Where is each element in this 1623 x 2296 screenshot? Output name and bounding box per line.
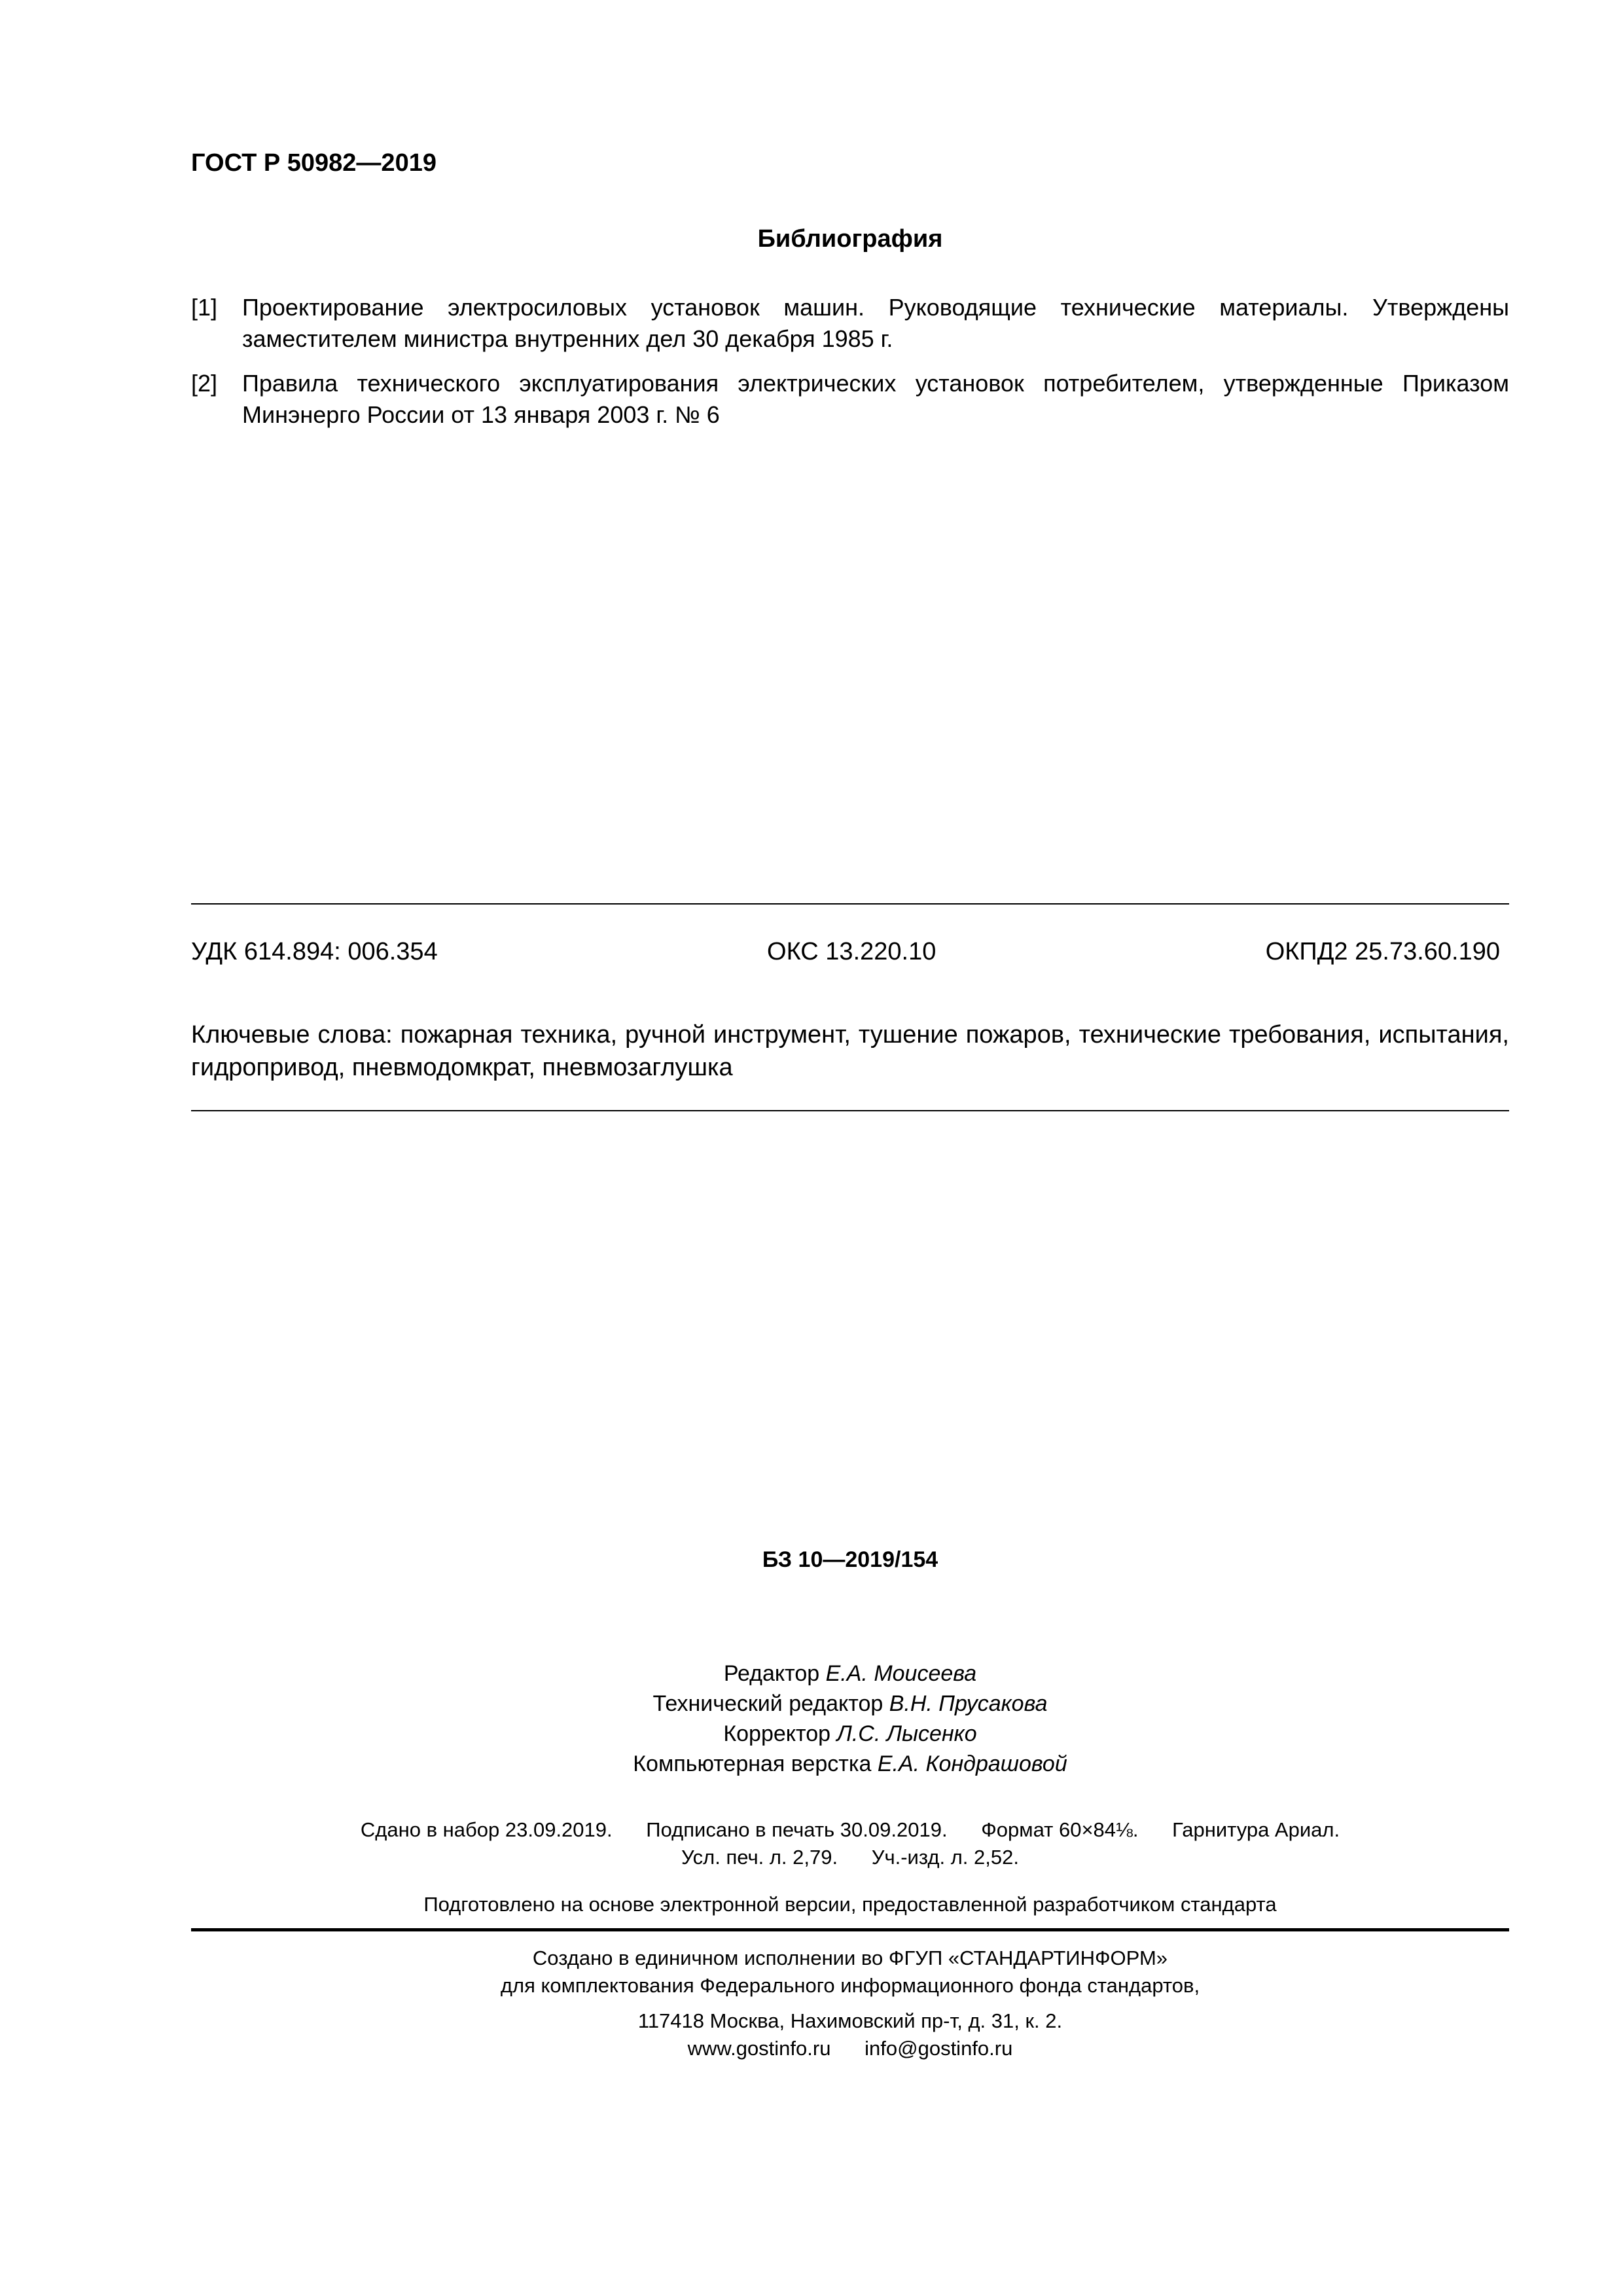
bibliography-title: Библиография (757, 225, 943, 253)
classification-top-rule (191, 903, 1509, 905)
reference-text: Правила технического эксплуатирования электрических установок потребителем, утвержденные Приказом Минэнерго России от 13 января 2003 г. № 6 (242, 370, 1509, 428)
credit-layout: Компьютерная верстка Е.А. Кондрашовой (633, 1751, 1067, 1776)
okpd2-code: ОКПД2 25.73.60.190 (1265, 938, 1500, 965)
keywords-label: Ключевые слова: (191, 1021, 393, 1049)
reference-number: [1] (191, 294, 218, 321)
keywords-text: пожарная техника, ручной инструмент, тушение пожаров, технические требования, испытания, гидропривод, пневмодомкрат, пневмозаглушка (191, 1021, 1509, 1081)
production-details-line-2: Усл. печ. л. 2,79. Уч.-изд. л. 2,52. (681, 1846, 1019, 1869)
credit-technical-editor: Технический редактор В.Н. Прусакова (652, 1691, 1048, 1716)
reference-text: Проектирование электросиловых установок машин. Руководящие технические материалы. Утверждены заместителем министра внутренних дел 30 декабря 1985 г. (242, 294, 1509, 352)
publisher-purpose-line: для комплектования Федерального информационного фонда стандартов, (500, 1974, 1200, 1997)
prepared-note: Подготовлено на основе электронной версии, предоставленной разработчиком стандарта (423, 1893, 1277, 1916)
keywords (191, 1018, 1509, 1084)
credits (191, 1659, 1509, 1779)
credit-editor: Редактор Е.А. Моисеева (723, 1661, 977, 1686)
keywords-bottom-rule (191, 1110, 1509, 1111)
standard-code: ГОСТ Р 50982—2019 (191, 149, 437, 177)
publisher-top-rule (191, 1928, 1509, 1931)
credit-proofreader: Корректор Л.С. Лысенко (723, 1721, 977, 1746)
oks-code: ОКС 13.220.10 (767, 938, 936, 965)
bibliography-entry-1 (191, 292, 1509, 355)
reference-number: [2] (191, 370, 218, 397)
issue-number: БЗ 10—2019/154 (762, 1547, 938, 1572)
production-details-line-1: Сдано в набор 23.09.2019. Подписано в печать 30.09.2019. Формат 60×84⅛. Гарнитура Ариал. (360, 1818, 1340, 1841)
bibliography-entry-2 (191, 368, 1509, 431)
publisher-created-line: Создано в единичном исполнении во ФГУП «СТАНДАРТИНФОРМ» (532, 1946, 1168, 1969)
udk-code: УДК 614.894: 006.354 (191, 938, 438, 965)
publisher-contacts: www.gostinfo.ru info@gostinfo.ru (687, 2037, 1013, 2060)
classification-codes (191, 936, 1509, 967)
publisher-address: 117418 Москва, Нахимовский пр-т, д. 31, к. 2. (637, 2009, 1063, 2032)
